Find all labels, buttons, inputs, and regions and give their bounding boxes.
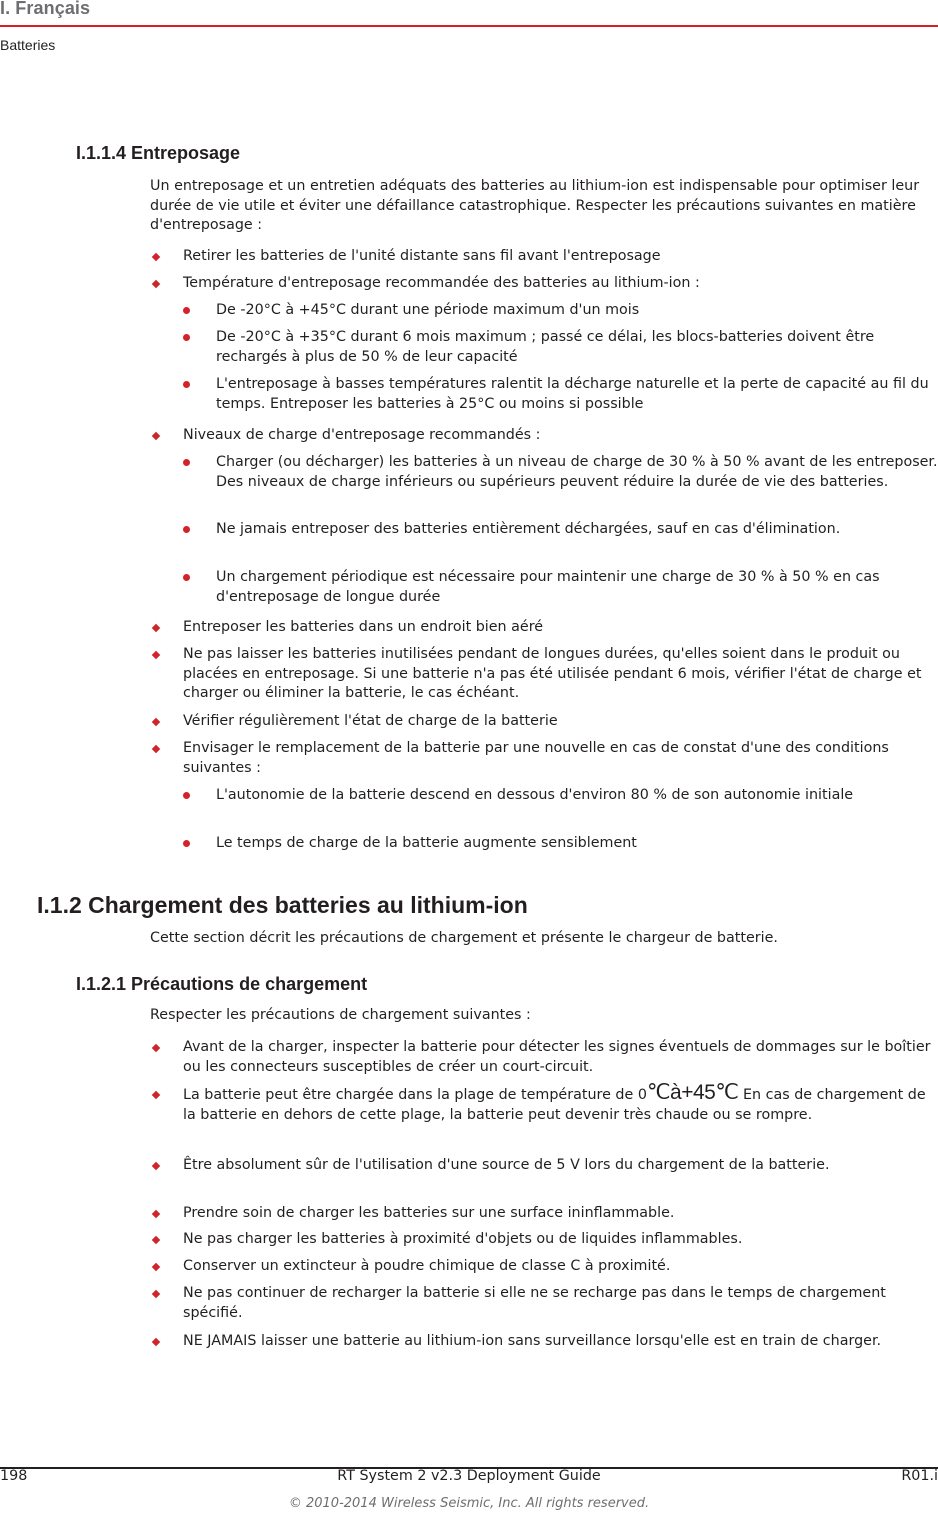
- dot-bullet-icon: [183, 307, 190, 314]
- list-item: Être absolument sûr de l'utilisation d'une source de 5 V lors du chargement de la batterie.: [183, 1157, 830, 1173]
- sub-list-item: Ne jamais entreposer des batteries entièrement déchargées, sauf en cas d'élimination.: [216, 521, 841, 537]
- dot-bullet-icon: [183, 381, 190, 388]
- list-item: Niveaux de charge d'entreposage recommandés :: [183, 427, 541, 443]
- sub-list-item: L'autonomie de la batterie descend en dessous d'environ 80 % de son autonomie initiale: [216, 787, 854, 803]
- list-item: Prendre soin de charger les batteries sur une surface ininflammable.: [183, 1205, 675, 1221]
- list-item: Envisager le remplacement de la batterie par une nouvelle en cas de constat d'une des conditions suivantes :: [183, 740, 889, 776]
- dot-bullet-icon: [183, 574, 190, 581]
- sub-list-item: L'entreposage à basses températures ralentit la décharge naturelle et la perte de capacité au fil du temps. Entreposer les batteries à 25°C ou moins si possible: [216, 376, 929, 412]
- temp-text-after: En cas de chargement de la batterie en dehors de cette plage, la batterie peut devenir très chaude ou se rompre.: [183, 1087, 926, 1123]
- dot-bullet-icon: [183, 840, 190, 847]
- document-title: RT System 2 v2.3 Deployment Guide: [337, 1468, 601, 1484]
- heading-charging-precautions: I.1.2.1 Précautions de chargement: [76, 974, 368, 994]
- page-number: 198: [0, 1468, 28, 1484]
- sub-list-item: Le temps de charge de la batterie augmente sensiblement: [216, 835, 637, 851]
- heading-storage: I.1.1.4 Entreposage: [76, 143, 241, 163]
- diamond-bullet-icon: [152, 280, 160, 288]
- diamond-bullet-icon: [152, 1210, 160, 1218]
- dot-bullet-icon: [183, 792, 190, 799]
- diamond-bullet-icon: [152, 1162, 160, 1170]
- sub-list-item: Charger (ou décharger) les batteries à un niveau de charge de 30 % à 50 % avant de les entreposer. Des niveaux de charge inférieurs ou supérieurs peuvent réduire la durée de vie des batteries.: [216, 454, 938, 490]
- revision-label: R01.i: [901, 1468, 938, 1484]
- diamond-bullet-icon: [152, 1263, 160, 1271]
- list-item: Vérifier régulièrement l'état de charge de la batterie: [183, 713, 558, 729]
- diamond-bullet-icon: [152, 1236, 160, 1244]
- diamond-bullet-icon: [152, 624, 160, 632]
- diamond-bullet-icon: [152, 1044, 160, 1052]
- diamond-bullet-icon: [152, 718, 160, 726]
- diamond-bullet-icon: [152, 1338, 160, 1346]
- diamond-bullet-icon: [152, 651, 160, 659]
- temp-text-before: La batterie peut être chargée dans la plage de température de 0: [183, 1087, 647, 1103]
- dot-bullet-icon: [183, 459, 190, 466]
- sub-list-item: De -20°C à +45°C durant une période maximum d'un mois: [216, 302, 640, 318]
- list-item: Conserver un extincteur à poudre chimique de classe C à proximité.: [183, 1258, 671, 1274]
- list-item: Température d'entreposage recommandée des batteries au lithium-ion :: [183, 275, 700, 291]
- header-divider: [0, 25, 938, 27]
- diamond-bullet-icon: [152, 1290, 160, 1298]
- diamond-bullet-icon: [152, 1091, 160, 1099]
- charging-intro: Cette section décrit les précautions de chargement et présente le chargeur de batterie.: [150, 930, 778, 946]
- temp-range: ℃à+45℃: [646, 1081, 739, 1104]
- list-item: Ne pas charger les batteries à proximité d'objets ou de liquides inflammables.: [183, 1231, 743, 1247]
- list-item: Ne pas laisser les batteries inutilisées pendant de longues durées, qu'elles soient dans le produit ou placées en entreposage. Si une batterie n'a pas été utilisée pendant 6 mois, vérifier l'état de charge et charger ou éliminer la batterie, le cas échéant.: [183, 646, 922, 701]
- diamond-bullet-icon: [152, 432, 160, 440]
- list-item: Ne pas continuer de recharger la batterie si elle ne se recharge pas dans le temps de chargement spécifié.: [183, 1285, 886, 1321]
- dot-bullet-icon: [183, 526, 190, 533]
- precautions-intro: Respecter les précautions de chargement suivantes :: [150, 1007, 531, 1023]
- section-breadcrumb: Batteries: [0, 37, 56, 53]
- diamond-bullet-icon: [152, 745, 160, 753]
- dot-bullet-icon: [183, 334, 190, 341]
- copyright-notice: © 2010-2014 Wireless Seismic, Inc. All rights reserved.: [288, 1496, 650, 1511]
- storage-intro: Un entreposage et un entretien adéquats des batteries au lithium-ion est indispensable pour optimiser leur durée de vie utile et éviter une défaillance catastrophique. Respecter les précautions suivantes en matière d'entreposage :: [150, 178, 920, 233]
- chapter-title: I. Français: [0, 0, 91, 18]
- list-item: [183, 1083, 938, 1125]
- diamond-bullet-icon: [152, 253, 160, 261]
- list-item: Retirer les batteries de l'unité distante sans fil avant l'entreposage: [183, 248, 661, 264]
- list-item: Avant de la charger, inspecter la batterie pour détecter les signes éventuels de dommages sur le boîtier ou les connecteurs susceptibles de créer un court-circuit.: [183, 1039, 931, 1075]
- sub-list-item: De -20°C à +35°C durant 6 mois maximum ; passé ce délai, les blocs-batteries doivent être rechargés à plus de 50 % de leur capacité: [216, 329, 875, 365]
- sub-list-item: Un chargement périodique est nécessaire pour maintenir une charge de 30 % à 50 % en cas d'entreposage de longue durée: [216, 569, 880, 605]
- heading-charging: I.1.2 Chargement des batteries au lithium-ion: [37, 892, 528, 918]
- list-item: Entreposer les batteries dans un endroit bien aéré: [183, 619, 544, 635]
- list-item: NE JAMAIS laisser une batterie au lithium-ion sans surveillance lorsqu'elle est en train de charger.: [183, 1333, 882, 1349]
